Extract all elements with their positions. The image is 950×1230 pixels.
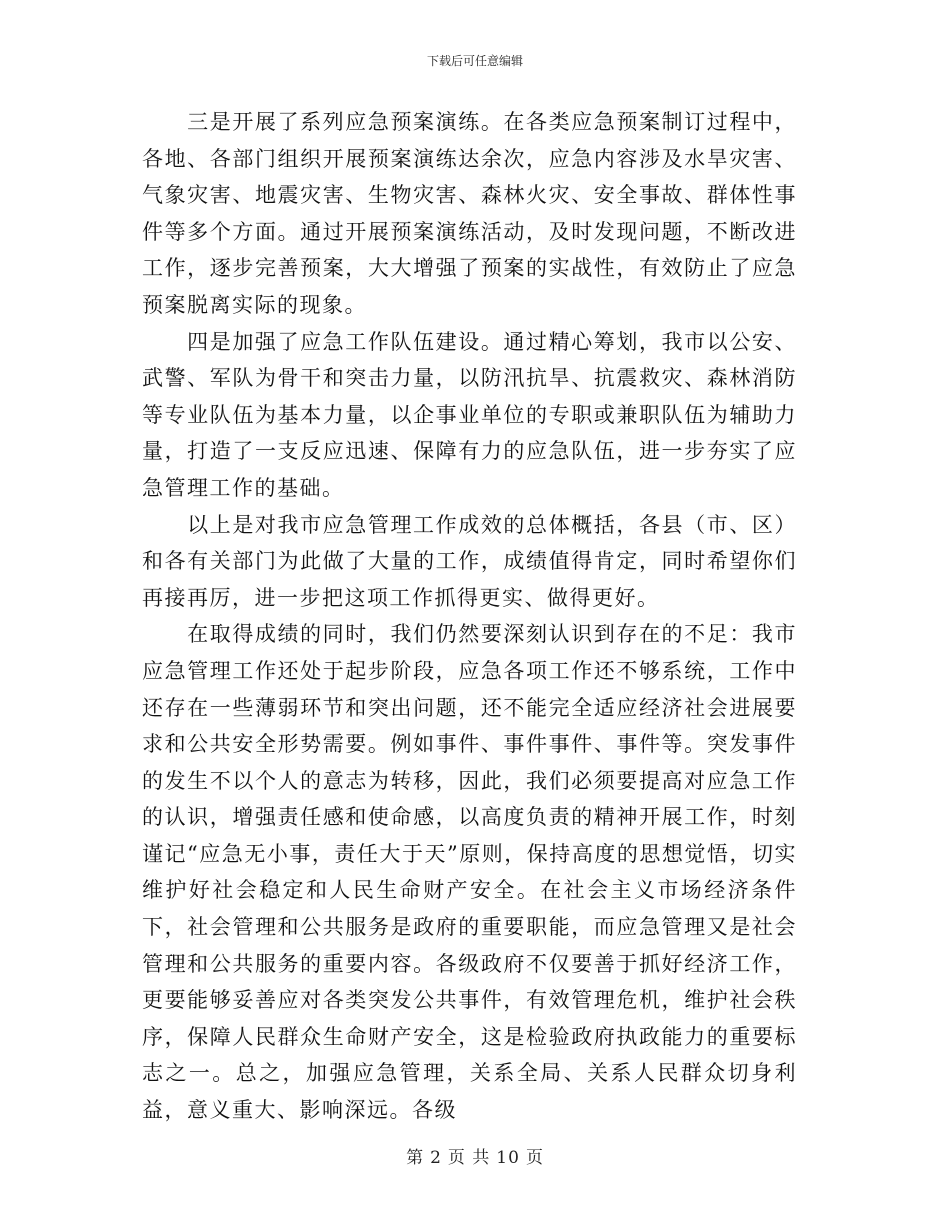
footer-middle: 页 共 <box>447 1148 491 1168</box>
paragraph-shortcomings: 在取得成绩的同时，我们仍然要深刻认识到存在的不足：我市应急管理工作还处于起步阶段，应急各项工作还不够系统，工作中还存在一些薄弱环节和突出问题，还不能完全适应经济社会进展要求和公共安全形势需要。例如事件、事件事件、事件等。突发事件的发生不以个人的意志为转移，因此，我们必须要提高对应急工作的认识，增强责任感和使命感，以高度负责的精神开展工作，时刻谨记“应急无小事，责任大于天”原则，保持高度的思想觉悟，切实维护好社会稳定和人民生命财产安全。在社会主义市场经济条件下，社会管理和公共服务是政府的重要职能，而应急管理又是社会管理和公共服务的重要内容。各级政府不仅要善于抓好经济工作，更要能够妥善应对各类突发公共事件，有效管理危机，维护社会秩序，保障人民群众生命财产安全，这是检验政府执政能力的重要标志之一。总之，加强应急管理，关系全局、关系人民群众切身利益，意义重大、影响深远。各级 <box>142 622 797 1123</box>
total-pages-number: 10 <box>496 1148 520 1168</box>
footer-suffix: 页 <box>525 1148 544 1168</box>
document-body <box>142 104 797 1129</box>
paragraph-emergency-drills: 三是开展了系列应急预案演练。在各类应急预案制订过程中，各地、各部门组织开展预案演练达余次，应急内容涉及水旱灾害、气象灾害、地震灾害、生物灾害、森林火灾、安全事故、群体性事件等多个方面。通过开展预案演练活动，及时发现问题，不断改进工作，逐步完善预案，大大增强了预案的实战性，有效防止了应急预案脱离实际的现象。 <box>142 110 797 317</box>
header-text: 下载后可任意编辑 <box>426 54 523 68</box>
paragraph-summary: 以上是对我市应急管理工作成效的总体概括，各县（市、区）和各有关部门为此做了大量的工作，成绩值得肯定，同时希望你们再接再厉，进一步把这项工作抓得更实、做得更好。 <box>142 512 797 610</box>
current-page-number: 2 <box>430 1148 442 1168</box>
footer-prefix: 第 <box>406 1148 425 1168</box>
page-footer <box>0 1147 950 1169</box>
paragraph-team-building: 四是加强了应急工作队伍建设。通过精心筹划，我市以公安、武警、军队为骨干和突击力量，以防汛抗旱、抗震救灾、森林消防等专业队伍为基本力量，以企事业单位的专职或兼职队伍为辅助力量，打造了一支反应迅速、保障有力的应急队伍，进一步夯实了应急管理工作的基础。 <box>142 329 797 500</box>
page-header <box>0 53 950 69</box>
